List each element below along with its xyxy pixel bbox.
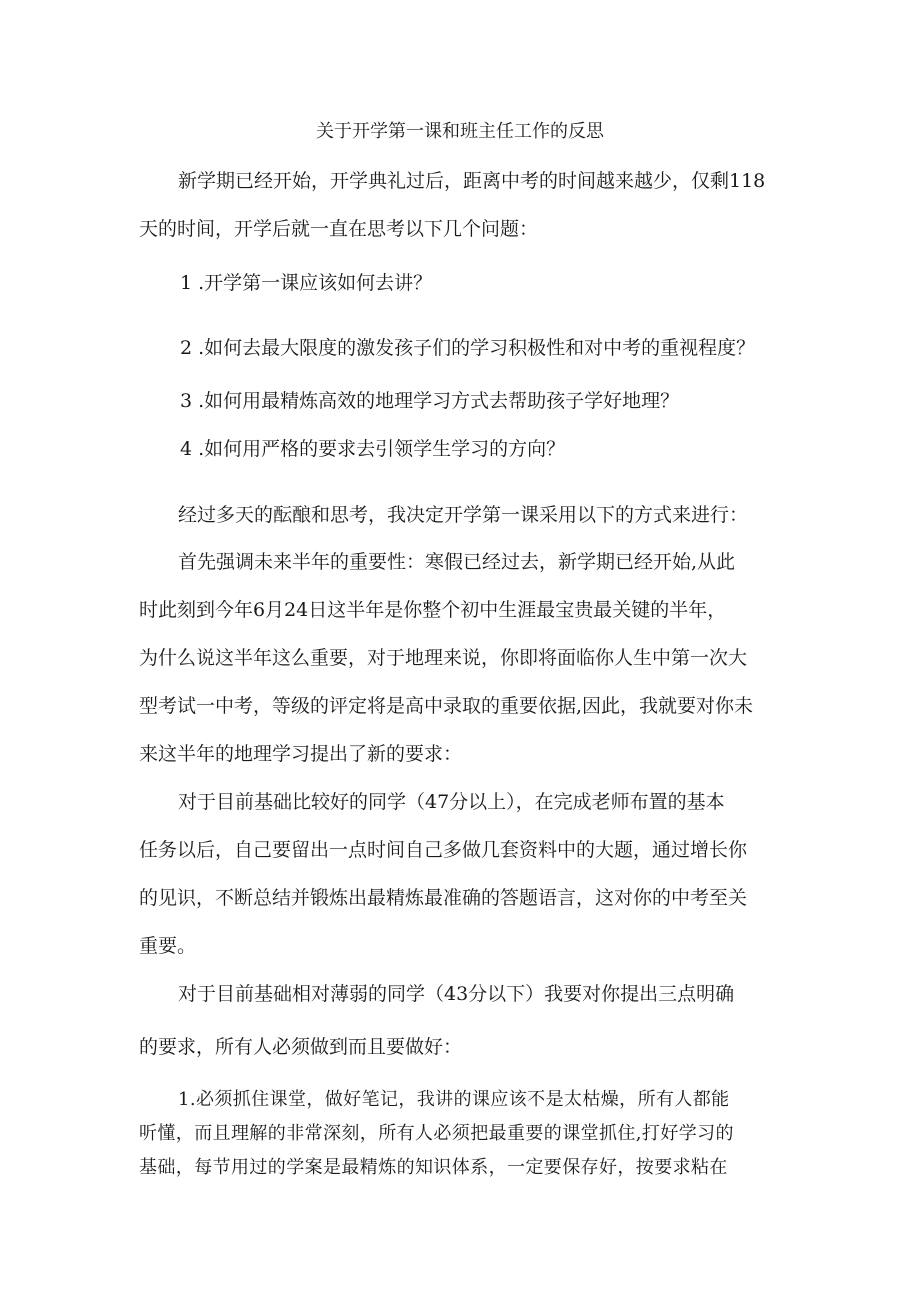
- paragraph-line: 1.必须抓住课堂，做好笔记，我讲的课应该不是太枯燥，所有人都能: [178, 1089, 730, 1110]
- question-item: 4 .如何用严格的要求去引领学生学习的方向？: [180, 438, 566, 460]
- paragraph-line: 来这半年的地理学习提出了新的要求：: [139, 743, 463, 765]
- paragraph-line: 为什么说这半年这么重要，对于地理来说，你即将面临你人生中第一次大: [139, 647, 748, 669]
- document-title: 关于开学第一课和班主任工作的反思: [316, 121, 604, 142]
- paragraph-line: 经过多天的酝酿和思考，我决定开学第一课采用以下的方式来进行：: [178, 504, 749, 526]
- question-item: 2 .如何去最大限度的激发孩子们的学习积极性和对中考的重视程度？: [180, 337, 756, 359]
- paragraph-line: 基础，每节用过的学案是最精炼的知识体系，一定要保存好，按要求粘在: [139, 1157, 728, 1178]
- paragraph-line: 新学期已经开始，开学典礼过后，距离中考的时间越来越少，仅剩118: [178, 170, 766, 192]
- paragraph-line: 的见识，不断总结并锻炼出最精炼最准确的答题语言，这对你的中考至关: [139, 887, 748, 909]
- question-item: 1 .开学第一课应该如何去讲？: [180, 272, 433, 294]
- paragraph-line: 型考试一中考，等级的评定将是高中录取的重要依据,因此，我就要对你未: [139, 695, 754, 717]
- paragraph-line: 首先强调未来半年的重要性：寒假已经过去，新学期已经开始,从此: [178, 551, 736, 573]
- paragraph-line: 的要求，所有人必须做到而且要做好：: [139, 1036, 463, 1058]
- paragraph-line: 对于目前基础比较好的同学（47分以上），在完成老师布置的基本: [178, 791, 725, 813]
- paragraph-line: 任务以后，自己要留出一点时间自己多做几套资料中的大题，通过增长你: [139, 839, 748, 861]
- paragraph-line: 时此刻到今年6月24日这半年是你整个初中生涯最宝贵最关键的半年，: [139, 599, 727, 621]
- paragraph-line: 天的时间，开学后就一直在思考以下几个问题：: [139, 218, 539, 240]
- question-item: 3 .如何用最精炼高效的地理学习方式去帮助孩子学好地理？: [180, 390, 680, 412]
- paragraph-line: 对于目前基础相对薄弱的同学（43分以下）我要对你提出三点明确: [178, 983, 735, 1005]
- paragraph-line: 重要。: [139, 935, 197, 957]
- paragraph-line: 听懂，而且理解的非常深刻，所有人必须把最重要的课堂抓住,打好学习的: [139, 1123, 734, 1144]
